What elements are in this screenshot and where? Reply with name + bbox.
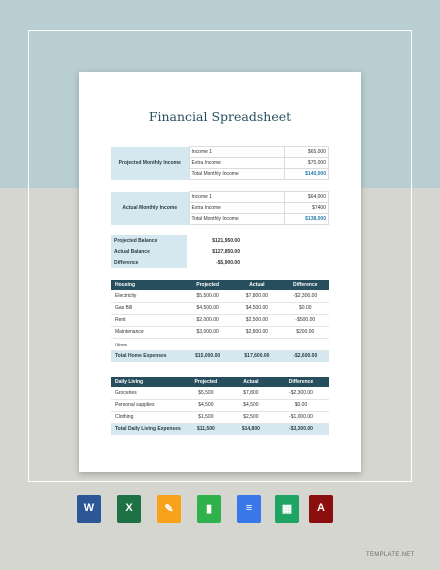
cell: $4,500.00	[232, 302, 281, 314]
cell: $14,800	[229, 423, 273, 435]
column-header: Housing	[111, 280, 183, 290]
table-row	[111, 411, 329, 423]
cell: Total Daily Living Expenses	[111, 423, 183, 435]
actual-income-label: Actual Monthly Income	[111, 192, 189, 225]
cell	[282, 338, 329, 350]
cell	[183, 338, 232, 350]
cell: -$500.00	[282, 314, 329, 326]
cell: $200.00	[282, 326, 329, 338]
housing-table	[111, 280, 329, 362]
projected-income-table	[111, 146, 329, 180]
cell: Groceries	[111, 387, 183, 399]
cell: $2,000.00	[183, 314, 232, 326]
balance-label: Projected Balance	[111, 235, 187, 246]
cell: $7,800.00	[232, 290, 281, 302]
balance-value: -$5,900.00	[187, 257, 243, 268]
cell: -$1,000.00	[273, 411, 329, 423]
table-row	[111, 387, 329, 399]
balance-label: Actual Balance	[111, 246, 187, 257]
balance-table	[111, 235, 243, 268]
cell: -$2,300.00	[273, 387, 329, 399]
cell: $7,800	[229, 387, 273, 399]
cell: $11,500	[183, 423, 229, 435]
cell: $2,800.00	[232, 326, 281, 338]
cell: $0.00	[273, 399, 329, 411]
document-title: Financial Spreadsheet	[148, 109, 292, 124]
balance-value: $127,850.00	[187, 246, 243, 257]
cell: $0.00	[282, 302, 329, 314]
cell: $75,000	[285, 158, 329, 169]
pages-icon[interactable]: ✎	[157, 495, 181, 523]
column-header: Projected	[183, 280, 232, 290]
cell: $4,500	[183, 399, 229, 411]
cell: $2,500	[229, 411, 273, 423]
cell: $15,000.00	[183, 350, 232, 362]
cell: Personal supplies	[111, 399, 183, 411]
cell: $7400	[285, 203, 329, 214]
cell	[232, 338, 281, 350]
cell: $65,000	[285, 147, 329, 158]
cell: Extra Income	[189, 203, 285, 214]
column-header: Actual	[232, 280, 281, 290]
balance-value: $121,950.00	[187, 235, 243, 246]
google-docs-icon[interactable]: ≡	[237, 495, 261, 523]
cell: Extra Income	[189, 158, 285, 169]
table-row	[111, 290, 329, 302]
cell: $3,000.00	[183, 326, 232, 338]
excel-icon[interactable]: X	[117, 495, 141, 523]
column-header: Actual	[229, 377, 273, 387]
total-row	[111, 423, 329, 435]
document-preview	[79, 72, 361, 472]
cell: Total Monthly Income	[189, 214, 285, 225]
cell: -$2,600.00	[282, 350, 329, 362]
table-row	[111, 338, 329, 350]
table-row	[111, 399, 329, 411]
cell: -$2,300.00	[282, 290, 329, 302]
cell: $5,500.00	[183, 290, 232, 302]
projected-income-label: Projected Monthly Income	[111, 147, 189, 180]
app-icons-row	[77, 495, 337, 525]
cell: $4,500	[229, 399, 273, 411]
total-cell: $140,000	[285, 169, 329, 180]
table-row	[111, 302, 329, 314]
table-row	[111, 314, 329, 326]
cell: Maintenance	[111, 326, 183, 338]
cell: Others	[111, 338, 183, 350]
google-sheets-icon[interactable]: ▦	[275, 495, 299, 523]
cell: Total Monthly Income	[189, 169, 285, 180]
column-header: Daily Living	[111, 377, 183, 387]
cell: $64,000	[285, 192, 329, 203]
column-header: Projected	[183, 377, 229, 387]
cell: $17,600.00	[232, 350, 281, 362]
cell: Income 1	[189, 147, 285, 158]
cell: Gas Bill	[111, 302, 183, 314]
column-header: Difference	[282, 280, 329, 290]
cell: $2,500.00	[232, 314, 281, 326]
pdf-icon[interactable]: A	[309, 495, 333, 523]
word-icon[interactable]: W	[77, 495, 101, 523]
numbers-icon[interactable]: ▮	[197, 495, 221, 523]
balance-label: Difference	[111, 257, 187, 268]
cell: Rent	[111, 314, 183, 326]
cell: $1,500	[183, 411, 229, 423]
cell: Total Home Expenses	[111, 350, 183, 362]
actual-income-table	[111, 191, 329, 225]
cell: -$3,300.00	[273, 423, 329, 435]
brand-watermark: TEMPLATE.NET	[366, 552, 415, 558]
total-row	[111, 350, 329, 362]
table-row	[111, 326, 329, 338]
cell: Income 1	[189, 192, 285, 203]
cell: Electricity	[111, 290, 183, 302]
total-cell: $138,000	[285, 214, 329, 225]
cell: $5,500	[183, 387, 229, 399]
cell: $4,500.00	[183, 302, 232, 314]
cell: Clothing	[111, 411, 183, 423]
daily-living-table	[111, 377, 329, 435]
column-header: Difference	[273, 377, 329, 387]
